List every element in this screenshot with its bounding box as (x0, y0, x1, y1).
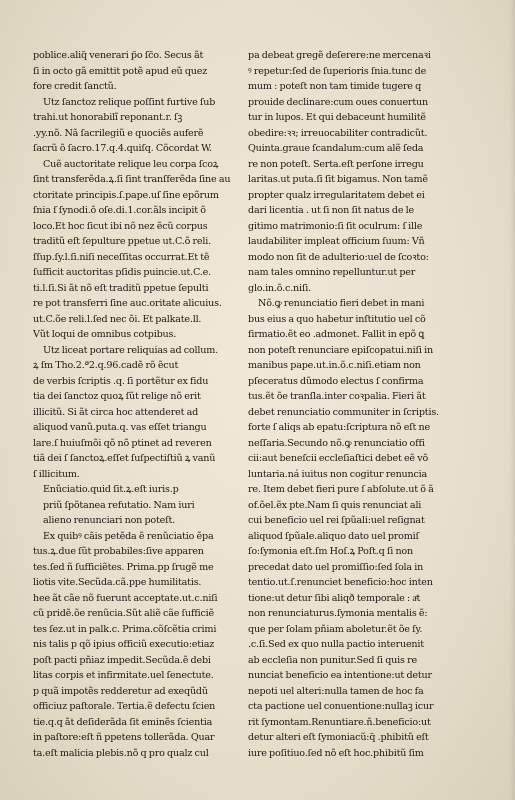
text-line: ſacrũ õ ſacro.17.q.4.quiſq. Cõcordat W. (33, 143, 213, 154)
text-line: Ex quibꝰ cãis petẽda ẽ renũciatio ẽpa (43, 530, 214, 542)
text-line: Cuẽ auctoritate relique leu corpa ſcoꝝ (43, 158, 219, 170)
text-line: bus eius a quo habetur inſtitutio uel cõ (248, 313, 426, 325)
text-line: ſi in octo gã emittit potẽ apud eũ quez (33, 65, 208, 77)
text-line: poblice.aliq̃ venerari p̃o ſc̃o. Secus ãt (33, 50, 204, 61)
text-line: nunciat beneficio ea intentione:ut detur (248, 670, 432, 681)
left-text-column (33, 48, 248, 761)
text-line: gitimo matrimonio:ſi ſit oculrum: ſ ille (248, 220, 423, 232)
text-line: traditũ eſt ſepulture ppetue ut.C.õ reli. (33, 236, 211, 247)
text-line: ſſup.ſy.l.ſi.niſi neceſſitas occurrat.Et tẽ (33, 251, 210, 263)
text-line: cũ pridẽ.õe renũcia.Sũt aliẽ cãe ſufficiẽ (33, 608, 214, 619)
text-line: ta.eſt malicia plebis.nõ q pro qualz cul (33, 747, 209, 759)
text-line: liotis vite.Secũda.cã.ppe humilitatis. (33, 577, 202, 588)
text-line: tia dei ſanctoz quoꝝ ſũt relige nõ erit (33, 391, 201, 402)
text-line: dari licentia . ut ſi non ſit natus de le (248, 205, 415, 216)
text-line: re. Item debet fieri pure ſ abſolute.ut õ ã (248, 484, 434, 495)
text-line: Utz liceat portare reliquias ad collum. (43, 344, 218, 356)
text-line: que per ſolam pñiam aboletur.ẽt õe ſy. (248, 623, 423, 635)
text-line: lare.ſ huiuſmõi qõ nõ ptinet ad reveren (33, 437, 212, 449)
text-line: ſo:ſymonia eſt.ſm Hoſ.ꝝ Poſt.q ſi non (248, 546, 413, 557)
text-line: forte ſ aliqs ab epatu:ſcriptura nõ eſt ne (248, 422, 430, 433)
text-line: in paſtore:eſt ñ ppetens tollerãda. Quar (33, 732, 215, 743)
text-line: poſt pacti pñiaz impedit.Secũda.ẽ debi (33, 654, 211, 666)
text-line: non poteſt renunciare epiſcopatui.niſi in (248, 344, 433, 356)
text-line: fore credit ſanctũ. (33, 81, 117, 92)
text-line: ſ illicitum. (33, 468, 80, 480)
text-line: illicitũ. Si ãt circa hoc attenderet ad (33, 406, 199, 418)
text-line: mum : poteſt non tam timide tugere q (248, 81, 422, 92)
text-line: precedat dato uel promiſſio:ſed ſola in (248, 561, 424, 573)
text-line: tione:ut detur ſibi aliqð temporale : aͤt (248, 592, 421, 604)
text-line: ti.l.ſi.Si ãt nõ eſt traditũ ppetue ſepulti (33, 282, 209, 294)
text-line: of.õel.ẽx pte.Nam ſi quis renunciat ali (248, 499, 422, 511)
text-line: manibus pape.ut.in.õ.c.niſi.etiam non (248, 360, 421, 371)
text-line: ꝰ repetur:ſed de ſuperioris ſnia.tunc de (248, 65, 427, 77)
text-line: re non poteſt. Serta.eſt perſone irregu (248, 158, 424, 170)
text-line: ctoritate principis.ſ.pape.uſ ſine epõrum (33, 189, 219, 201)
text-line: pa debeat gregẽ deſerere:ne mercenaꝛi (248, 50, 431, 61)
text-line: priũ ſpõtanea refutatio. Nam iuri (43, 499, 195, 511)
text-line: .yy.nõ. Nã ſacrilegiũ e quociẽs auferẽ (33, 127, 204, 139)
text-line: pſeceratus dũmodo electus ſ confirma (248, 375, 424, 387)
text-line: laudabiliter impleat officium ſuum: Vñ (248, 236, 425, 247)
text-line: cta pactione uel conuentione:nullaꝫ icur (248, 701, 434, 712)
text-line: tur in lupos. Et qui debaceunt humilitẽ (248, 112, 426, 123)
text-line: aliquod ſpũale.aliquo dato uel promiſ (248, 530, 419, 542)
text-line: laritas.ut puta.ſi ſit bigamus. Non tamẽ (248, 174, 428, 185)
text-line: Vũt loqui de omnibus cotpibus. (33, 329, 177, 340)
text-line: hee ãt cãe nõ fuerunt acceptate.ut.c.niſi (33, 592, 218, 604)
text-line: re pot transferri ſine auc.oritate alicuius. (33, 298, 222, 309)
text-line: de verbis ſcriptis .q. ſi portẽtur ex fidu (33, 375, 209, 387)
text-line: tus.ẽt õe tranſla.inter coꝛpalia. Fieri ãt (248, 391, 426, 402)
text-line: luntaria.ná iuitus non cogitur renuncia (248, 468, 428, 480)
text-line: .c.ſi.Sed ex quo nulla pactio interuenit (248, 639, 424, 650)
text-line: officiuz paſtorale. Tertia.ẽ defectu ſcien (33, 701, 216, 712)
text-line: firmatio.ẽt eo .admonet. Fallit in epõ ꝗ (248, 329, 425, 340)
text-line: tes.ſed ñ ſufficiẽtes. Prima.pp ſrugẽ me (33, 561, 214, 573)
text-line: tentio.ut.ſ.renunciet beneficio:hoc inten (248, 577, 433, 588)
text-line: aliquod vanũ.puta.q. vas eſſet triangu (33, 422, 207, 433)
text-line: cii:aut beneſcii eccleſiaſtici debet eẽ võ (248, 453, 429, 464)
text-line: obedire:ꝛꝛ; irreuocabiliter contradicũt. (248, 127, 428, 139)
text-line: rit ſymontam.Renuntiare.ñ.beneficio:ut (248, 716, 431, 728)
text-line: prouide declinare:cum oues conuertun (248, 96, 428, 108)
text-line: debet renunciatio communiter in ſcriptis. (248, 406, 439, 418)
text-line: alieno renunciari non poteſt. (43, 515, 175, 526)
text-line: non renunciaturus.ſymonia mentalis ẽ: (248, 608, 428, 619)
text-line: trahi.ut honorabilĩ reponant.r. ſꝫ (33, 112, 183, 123)
text-line: detur alteri eſt ſymoniacũ:q̃ .phibitũ eſt (248, 732, 429, 743)
text-line: propter qualz irregularitatem debet ei (248, 189, 425, 201)
text-line: ꝝ ſm Tho.2.ª2.q.96.cadẽ rõ ẽcut (33, 360, 179, 371)
text-line: ſint transferẽda.ꝝ.ſi ſint tranſferẽda ſine au (33, 174, 231, 185)
text-line: cui beneficio uel rei ſpũali:uel reſignat (248, 515, 425, 526)
text-line: litas corpis et infirmitate.uel ſenectute. (33, 670, 214, 681)
text-line: tiã dei ſ ſanctoꝝ.eſſet ſuſpectiſtiũ ꝝ vanũ (33, 453, 216, 464)
right-text-column (248, 48, 476, 761)
text-line: loco.Et hoc ſicut ibi nõ nez ẽcũ corpus (33, 220, 208, 232)
text-line: ab eccleſia non punitur.Sed ſi quis re (248, 654, 417, 666)
text-line: tie.q.q ãt deſiderãda ſit eminẽs ſcientia (33, 716, 213, 728)
text-line: neſſaria.Secundo nõ.ꝙ renunciatio offi (248, 437, 425, 449)
text-line: nepoti uel alteri:nulla tamen de hoc fa (248, 685, 424, 697)
text-line: nam tales omnino repelluntur.ut per (248, 267, 416, 278)
text-line: p quã impotẽs redderetur ad exeqũdũ (33, 685, 208, 697)
text-line: ut.C.õe reli.l.ſed nec õi. Et palkate.ll. (33, 313, 202, 325)
text-line: iure poſitiuo.ſed nõ eſt hoc.phibitũ ſim (248, 747, 424, 759)
text-line: nis talis p qõ ipius officiũ executio:etiaz (33, 639, 215, 650)
text-line: Quinta.graue ſcandalum:cum alẽ ſeda (248, 143, 424, 154)
page-edge-shadow (509, 0, 515, 800)
text-line: tus.ꝝ.due ſũt probabiles:ſive apparen (33, 546, 204, 557)
text-line: tes ſez.ut in palk.c. Prima.cõſcẽtia crimi (33, 623, 217, 635)
text-line: ſnia ſ ſynodi.õ oſe.di.1.cor.ãls incipit õ (33, 205, 206, 216)
text-line: glo.in.õ.c.niſi. (248, 282, 311, 294)
text-line: Nõ.ꝙ renunciatio fieri debet in mani (258, 298, 425, 309)
text-line: Utz ſanctoz relique poſſint furtive ſub (43, 96, 216, 108)
text-line: Enũciatio.quid ſit.ꝝ.eſt iuris.p (43, 484, 179, 495)
text-line: ſufficit auctoritas pſidis puincie.ut.C.e. (33, 267, 211, 278)
text-line: modo non ſit de adulterio:uel de ſcoꝛto: (248, 251, 429, 263)
